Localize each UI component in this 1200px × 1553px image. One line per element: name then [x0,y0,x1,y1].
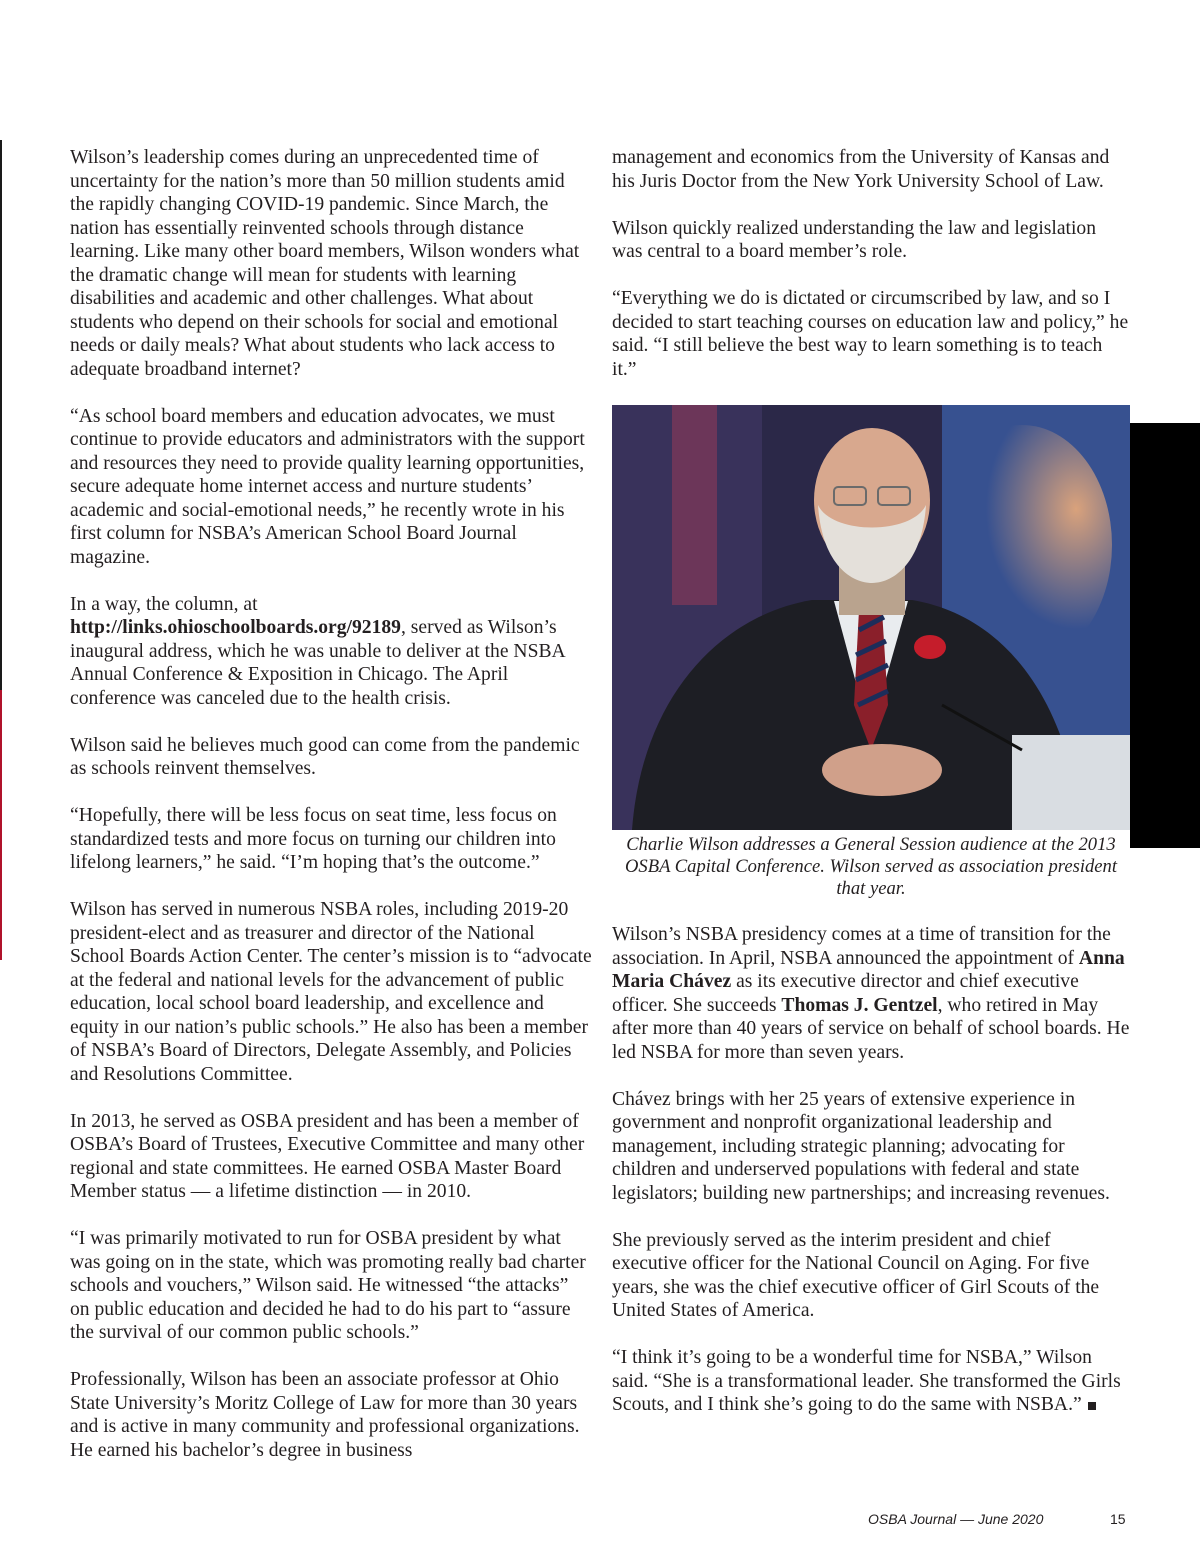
paragraph: “Hopefully, there will be less focus on seat time, less focus on standardized tests and more focus on turning our children into lifelong learners,” he said. “I’m hoping that’s the outcome.” [70,805,557,873]
footer-journal-title: OSBA Journal — June 2020 [868,1511,1044,1527]
left-column [70,146,592,1462]
black-edge-bar [1130,423,1200,848]
paragraph: “As school board members and education advocates, we must continue to provide educators and administrators with the support and resources they need to provide quality learning opportunities, secure adequate home internet access and nurture students’ academic and social-emotional needs,” he recently wrote in his first column for NSBA’s American School Board Journal magazine. [70,405,585,568]
column-link[interactable]: http://links.ohioschoolboards.org/92189 [70,617,401,638]
paragraph: In 2013, he served as OSBA president and has been a member of OSBA’s Board of Trustees, Executive Committee and many other regional and state committees. He earned OSBA Master Board Member status — a lifetime distinction — in 2010. [70,1110,585,1202]
paragraph: Chávez brings with her 25 years of extensive experience in government and nonprofit organizational leadership and management, including strategic planning; advocating for children and underserved populations with federal and state legislators; building new partnerships; and increasing revenues. [612,1088,1110,1204]
paragraph [612,1346,1130,1417]
speaker-illustration [612,405,1130,830]
paragraph: management and economics from the University of Kansas and his Juris Doctor from the New York University School of Law. [612,147,1110,192]
person-name: Thomas J. Gentzel [781,994,938,1016]
right-column [612,146,1130,1417]
speaker-photo [612,405,1130,830]
paragraph: Professionally, Wilson has been an associate professor at Ohio State University’s Moritz College of Law for more than 30 years and is active in many community and professional organizations. He earned his bachelor’s degree in business [70,1369,580,1461]
photo-caption: Charlie Wilson addresses a General Session audience at the 2013 OSBA Capital Conference. Wilson served as association president that year. [625,833,1117,899]
page-edge-accent [0,690,2,960]
paragraph [70,593,592,711]
paragraph-text: , served as Wilson’s inaugural address, which he was unable to deliver at the NSBA Annual Conference & Exposition in Chicago. The April conference was canceled due to the health crisis. [70,617,565,709]
person-name: Anna Maria Chávez [612,947,1125,992]
paragraph-text: Wilson’s NSBA presidency comes at a time of transition for the association. In April, NSBA announced the appointment of [612,924,1111,969]
end-of-article-icon [1088,1402,1096,1410]
paragraph [612,923,1130,1064]
paragraph-text: as its executive director and chief executive officer. She succeeds [612,971,1079,1016]
paragraph: Wilson said he believes much good can come from the pandemic as schools reinvent themselves. [70,734,580,779]
page-number: 15 [1110,1511,1126,1527]
paragraph-text: , who retired in May after more than 40 years of service on behalf of school boards. He led NSBA for more than seven years. [612,994,1130,1063]
paragraph: Wilson has served in numerous NSBA roles, including 2019-20 president-elect and as treasurer and director of the National School Boards Action Center. The center’s mission is to “advocate at the federal and national levels for the advancement of public education, local school board leadership, and excellence and equity in our nation’s public schools.” He also has been a member of NSBA’s Board of Directors, Delegate Assembly, and Policies and Resolutions Committee. [70,899,592,1085]
paragraph: “Everything we do is dictated or circumscribed by law, and so I decided to start teaching courses on education law and policy,” he said. “I still believe the best way to learn something is to teach it.” [612,288,1129,380]
paragraph: She previously served as the interim president and chief executive officer for the National Council on Aging. For five years, she was the chief executive officer of Girl Scouts of the United States of America. [612,1229,1100,1321]
paragraph: Wilson quickly realized understanding the law and legislation was central to a board member’s role. [612,217,1097,262]
paragraph-text: In a way, the column, at [70,593,258,615]
paragraph: “I was primarily motivated to run for OSBA president by what was going on in the state, which was promoting really bad charter schools and vouchers,” Wilson said. He witnessed “the attacks” on public education and decided he had to do his part to “assure the survival of our common public schools.” [70,1228,586,1343]
paragraph: Wilson’s leadership comes during an unprecedented time of uncertainty for the nation’s more than 50 million students amid the rapidly changing COVID-19 pandemic. Since March, the nation has essentially reinvented schools through distance learning. Like many other board members, Wilson wonders what the dramatic change will mean for students with learning disabilities and academic and other challenges. What about students who depend on their schools for social and emotional needs or daily meals? What about students who lack access to adequate broadband internet? [70,147,580,380]
paragraph-text: “I think it’s going to be a wonderful time for NSBA,” Wilson said. “She is a transformational leader. She transformed the Girls Scouts, and I think she’s going to do the same with NSBA.” [612,1347,1121,1415]
